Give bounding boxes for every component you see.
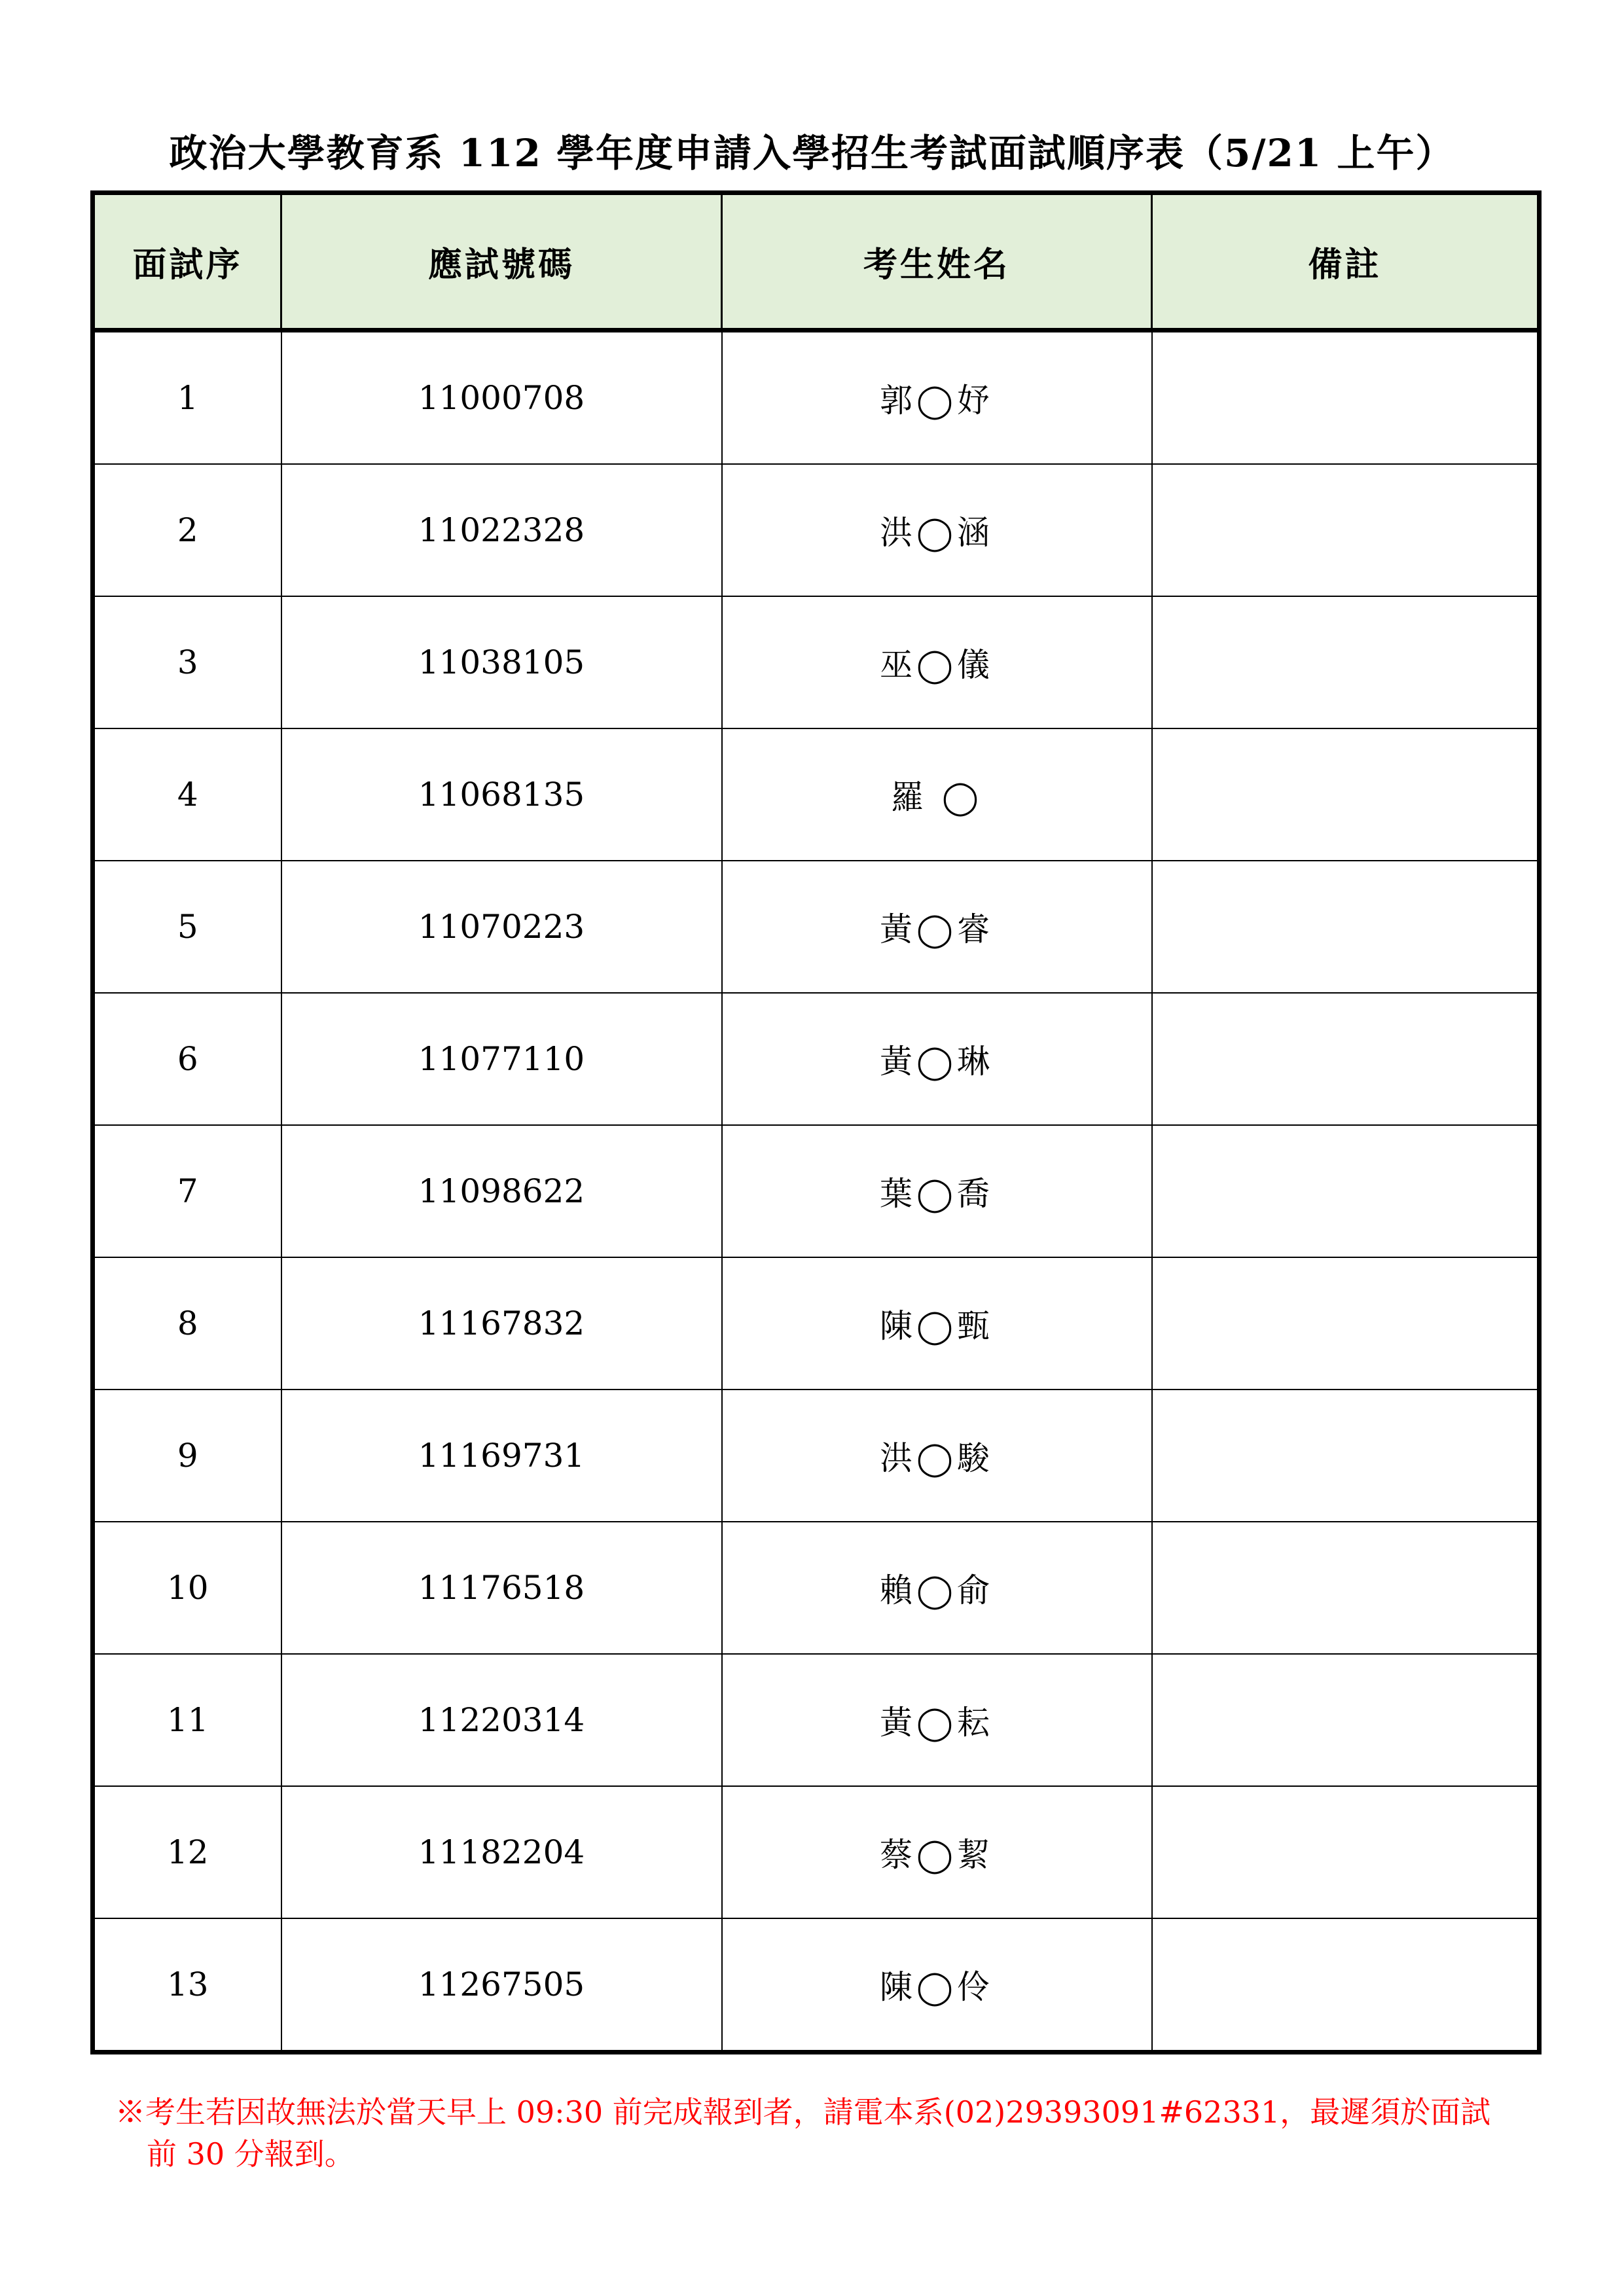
header-exam-number: 應試號碼 [281, 193, 722, 331]
interview-order-cell: 9 [93, 1390, 281, 1522]
interview-order-cell: 13 [93, 1918, 281, 2053]
remark-cell [1152, 331, 1540, 465]
remark-cell [1152, 1522, 1540, 1654]
check-in-notice [115, 2091, 1529, 2175]
table-row [93, 1918, 1540, 2053]
interview-order-cell: 1 [93, 331, 281, 465]
remark-cell [1152, 464, 1540, 596]
candidate-name-cell: 洪◯涵 [722, 464, 1152, 596]
header-candidate-name: 考生姓名 [722, 193, 1152, 331]
exam-number-cell: 11169731 [281, 1390, 722, 1522]
exam-number-cell: 11167832 [281, 1257, 722, 1390]
table-row [93, 1390, 1540, 1522]
interview-order-cell: 7 [93, 1125, 281, 1257]
page-title: 政治大學教育系 112 學年度申請入學招生考試面試順序表（5/21 上午） [169, 131, 1455, 175]
candidate-name-cell: 郭◯妤 [722, 331, 1152, 465]
exam-number-cell: 11068135 [281, 728, 722, 861]
table-header-row [93, 193, 1540, 331]
header-interview-order: 面試序 [93, 193, 281, 331]
interview-order-cell: 4 [93, 728, 281, 861]
table-row [93, 993, 1540, 1125]
table-row [93, 1786, 1540, 1918]
exam-number-cell: 11176518 [281, 1522, 722, 1654]
interview-order-cell: 12 [93, 1786, 281, 1918]
remark-cell [1152, 1786, 1540, 1918]
interview-order-table [90, 190, 1542, 2054]
remark-cell [1152, 1125, 1540, 1257]
exam-number-cell: 11022328 [281, 464, 722, 596]
remark-cell [1152, 1918, 1540, 2053]
exam-number-cell: 11220314 [281, 1654, 722, 1786]
interview-order-cell: 11 [93, 1654, 281, 1786]
table-row [93, 1522, 1540, 1654]
check-in-notice-line-1: ※考生若因故無法於當天早上 09:30 前完成報到者，請電本系(02)29393091#62331，最遲須於面試 [115, 2094, 1491, 2130]
candidate-name-cell: 陳◯伶 [722, 1918, 1152, 2053]
remark-cell [1152, 1390, 1540, 1522]
interview-order-cell: 10 [93, 1522, 281, 1654]
exam-number-cell: 11182204 [281, 1786, 722, 1918]
interview-order-cell: 3 [93, 596, 281, 728]
interview-order-cell: 8 [93, 1257, 281, 1390]
candidate-name-cell: 葉◯喬 [722, 1125, 1152, 1257]
remark-cell [1152, 993, 1540, 1125]
candidate-name-cell: 羅 ◯ [722, 728, 1152, 861]
remark-cell [1152, 728, 1540, 861]
candidate-name-cell: 黃◯琳 [722, 993, 1152, 1125]
interview-order-cell: 5 [93, 861, 281, 993]
candidate-name-cell: 賴◯俞 [722, 1522, 1152, 1654]
remark-cell [1152, 1257, 1540, 1390]
check-in-notice-line-2: 前 30 分報到。 [147, 2136, 355, 2172]
table-row [93, 596, 1540, 728]
exam-number-cell: 11267505 [281, 1918, 722, 2053]
header-remarks: 備註 [1152, 193, 1540, 331]
table-row [93, 1654, 1540, 1786]
candidate-name-cell: 黃◯睿 [722, 861, 1152, 993]
remark-cell [1152, 1654, 1540, 1786]
interview-order-cell: 6 [93, 993, 281, 1125]
candidate-name-cell: 陳◯甄 [722, 1257, 1152, 1390]
table-row [93, 464, 1540, 596]
exam-number-cell: 11070223 [281, 861, 722, 993]
interview-order-cell: 2 [93, 464, 281, 596]
table-row [93, 1257, 1540, 1390]
exam-number-cell: 11000708 [281, 331, 722, 465]
exam-number-cell: 11038105 [281, 596, 722, 728]
remark-cell [1152, 596, 1540, 728]
exam-number-cell: 11077110 [281, 993, 722, 1125]
table-row [93, 1125, 1540, 1257]
exam-number-cell: 11098622 [281, 1125, 722, 1257]
table-row [93, 861, 1540, 993]
candidate-name-cell: 巫◯儀 [722, 596, 1152, 728]
candidate-name-cell: 蔡◯絜 [722, 1786, 1152, 1918]
candidate-name-cell: 黃◯耘 [722, 1654, 1152, 1786]
table-row [93, 728, 1540, 861]
remark-cell [1152, 861, 1540, 993]
candidate-name-cell: 洪◯駿 [722, 1390, 1152, 1522]
table-row [93, 331, 1540, 465]
